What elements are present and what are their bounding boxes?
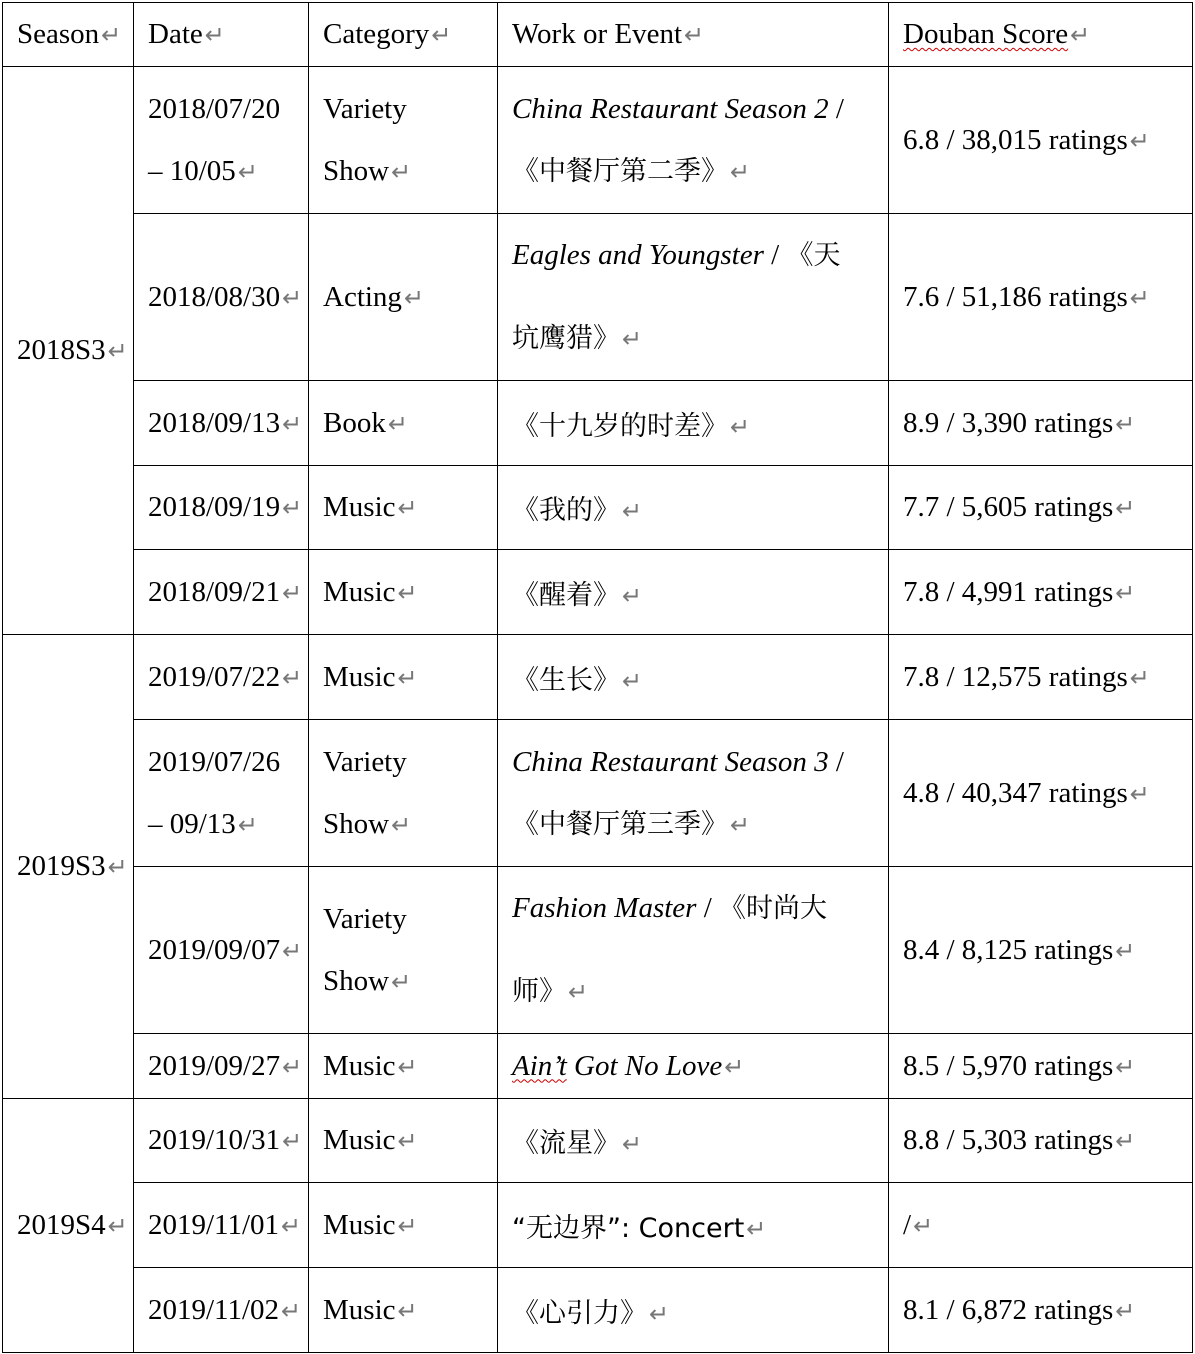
table-row: [3, 214, 1193, 381]
work-cell: 《流星》↵: [498, 1099, 889, 1183]
table-row: [3, 720, 1193, 867]
score-cell: 8.5 / 5,970 ratings↵: [889, 1034, 1193, 1099]
table-row: [3, 1099, 1193, 1183]
header-season: Season↵: [3, 3, 134, 67]
category-cell: Music↵: [309, 1268, 498, 1353]
category-cell: Book↵: [309, 381, 498, 466]
score-cell: 4.8 / 40,347 ratings↵: [889, 720, 1193, 867]
work-cell: China Restaurant Season 2 / 《中餐厅第二季》↵: [498, 67, 889, 214]
score-cell: 8.8 / 5,303 ratings↵: [889, 1099, 1193, 1183]
table-row: [3, 1034, 1193, 1099]
date-cell: 2018/09/21↵: [134, 550, 309, 635]
category-cell: Acting↵: [309, 214, 498, 381]
work-cell: Fashion Master / 《时尚大 师》↵: [498, 867, 889, 1034]
category-cell: Music↵: [309, 635, 498, 720]
category-cell: Variety Show↵: [309, 867, 498, 1034]
score-cell: 8.9 / 3,390 ratings↵: [889, 381, 1193, 466]
work-cell: 《心引力》↵: [498, 1268, 889, 1353]
date-cell: 2019/10/31↵: [134, 1099, 309, 1183]
score-cell: 7.8 / 4,991 ratings↵: [889, 550, 1193, 635]
category-cell: Variety Show↵: [309, 720, 498, 867]
category-cell: Music↵: [309, 1183, 498, 1268]
date-cell: 2019/11/01↵: [134, 1183, 309, 1268]
header-category: Category↵: [309, 3, 498, 67]
score-cell: 6.8 / 38,015 ratings↵: [889, 67, 1193, 214]
category-cell: Music↵: [309, 1034, 498, 1099]
category-cell: Variety Show↵: [309, 67, 498, 214]
table-row: [3, 635, 1193, 720]
date-cell: 2018/07/20 – 10/05↵: [134, 67, 309, 214]
date-cell: 2018/08/30↵: [134, 214, 309, 381]
date-cell: 2019/07/22↵: [134, 635, 309, 720]
works-table: [2, 2, 1193, 1353]
category-cell: Music↵: [309, 550, 498, 635]
work-cell: 《我的》↵: [498, 466, 889, 550]
table-row: [3, 550, 1193, 635]
category-cell: Music↵: [309, 1099, 498, 1183]
score-cell: 8.4 / 8,125 ratings↵: [889, 867, 1193, 1034]
category-cell: Music↵: [309, 466, 498, 550]
table-row: [3, 466, 1193, 550]
season-cell: 2019S3↵: [3, 635, 134, 1099]
work-cell: Ain’t Got No Love↵: [498, 1034, 889, 1099]
work-cell: “无边界”: Concert↵: [498, 1183, 889, 1268]
header-score: Douban Score↵: [889, 3, 1193, 67]
date-cell: 2018/09/19↵: [134, 466, 309, 550]
work-cell: 《醒着》↵: [498, 550, 889, 635]
table-row: [3, 867, 1193, 1034]
date-cell: 2019/09/07↵: [134, 867, 309, 1034]
date-cell: 2019/07/26 – 09/13↵: [134, 720, 309, 867]
date-cell: 2019/09/27↵: [134, 1034, 309, 1099]
work-cell: 《生长》↵: [498, 635, 889, 720]
date-cell: 2019/11/02↵: [134, 1268, 309, 1353]
header-work: Work or Event↵: [498, 3, 889, 67]
season-cell: 2019S4↵: [3, 1099, 134, 1353]
score-cell: 7.7 / 5,605 ratings↵: [889, 466, 1193, 550]
score-cell: 7.8 / 12,575 ratings↵: [889, 635, 1193, 720]
work-cell: China Restaurant Season 3 / 《中餐厅第三季》↵: [498, 720, 889, 867]
score-cell: 7.6 / 51,186 ratings↵: [889, 214, 1193, 381]
table-row: [3, 1183, 1193, 1268]
table-row: [3, 381, 1193, 466]
header-date: Date↵: [134, 3, 309, 67]
header-row: [3, 3, 1193, 67]
table-row: [3, 1268, 1193, 1353]
date-cell: 2018/09/13↵: [134, 381, 309, 466]
work-cell: 《十九岁的时差》↵: [498, 381, 889, 466]
table-row: [3, 67, 1193, 214]
season-cell: 2018S3↵: [3, 67, 134, 635]
score-cell: /↵: [889, 1183, 1193, 1268]
work-cell: Eagles and Youngster / 《天 坑鹰猎》↵: [498, 214, 889, 381]
score-cell: 8.1 / 6,872 ratings↵: [889, 1268, 1193, 1353]
